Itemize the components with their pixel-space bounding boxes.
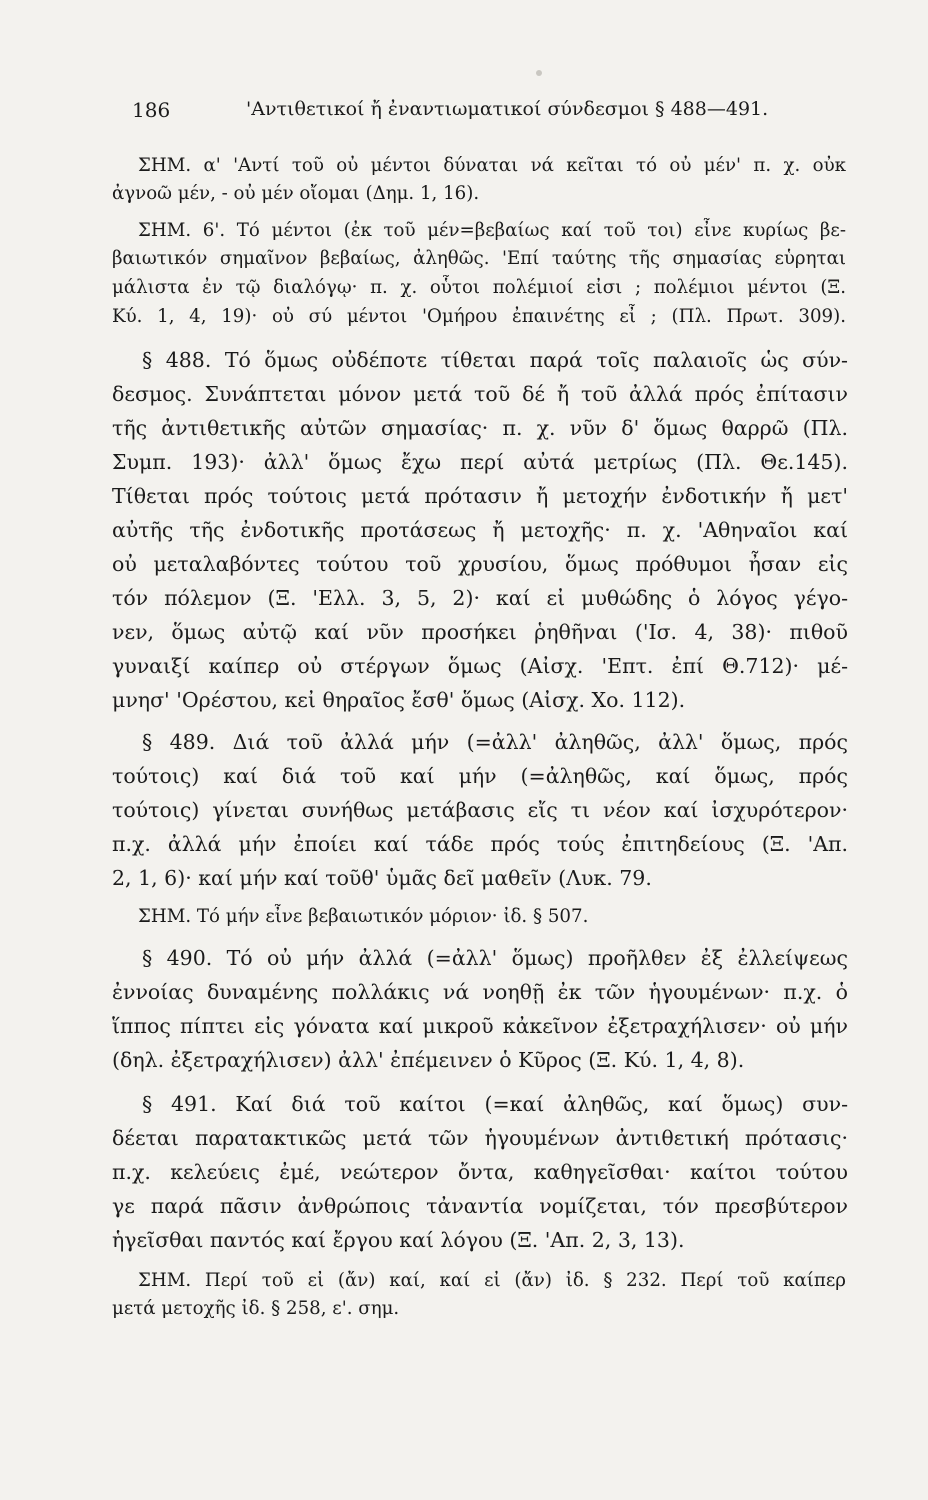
text-line: μετά μετοχῆς ἰδ. § 258, ε'. σημ. bbox=[112, 1298, 400, 1319]
text-line: γυναιξί καίπερ οὐ στέργων ὅμως (Αἰσχ. 'Επτ. ἐπί Θ.712)· μέ- bbox=[112, 654, 848, 678]
running-header bbox=[132, 98, 852, 132]
text-line: § 490. Τό οὐ μήν ἀλλά (=ἀλλ' ὅμως) προῆλθεν ἐξ ἐλλείψεως bbox=[142, 946, 848, 970]
text-line: αὐτῆς τῆς ἐνδοτικῆς προτάσεως ἤ μετοχῆς· π. χ. 'Αθηναῖοι καί bbox=[112, 518, 848, 542]
text-line: τούτοις) γίνεται συνήθως μετάβασις εἴς τι νέον καί ἰσχυρότερον· bbox=[112, 798, 848, 822]
text-line: τῆς ἀντιθετικῆς αὐτῶν σημασίας· π. χ. νῦν δ' ὅμως θαρρῶ (Πλ. bbox=[112, 416, 848, 440]
text-line: 2, 1, 6)· καί μήν καί τοῦθ' ὑμᾶς δεῖ μαθεῖν (Λυκ. 79. bbox=[112, 866, 652, 890]
text-line: ΣΗΜ. Περί τοῦ εἰ (ἄν) καί, καί εἰ (ἄν) ἰδ. § 232. Περί τοῦ καίπερ bbox=[138, 1270, 846, 1291]
text-line: Συμπ. 193)· ἀλλ' ὅμως ἔχω περί αὐτά μετρίως (Πλ. Θε.145). bbox=[112, 450, 848, 474]
print-speck bbox=[536, 70, 542, 76]
text-line: Τίθεται πρός τούτοις μετά πρότασιν ἤ μετοχήν ἐνδοτικήν ἤ μετ' bbox=[112, 484, 848, 508]
text-line: τούτοις) καί διά τοῦ καί μήν (=ἀληθῶς, καί ὅμως, πρός bbox=[112, 764, 848, 788]
text-line: βαιωτικόν σημαῖνον βεβαίως, ἀληθῶς. 'Επί ταύτης τῆς σημασίας εὑρηται bbox=[112, 248, 846, 269]
text-line: ΣΗΜ. Τό μήν εἶνε βεβαιωτικόν μόριον· ἰδ. § 507. bbox=[138, 906, 589, 927]
page-number: 186 bbox=[132, 98, 171, 122]
text-line: § 491. Καί διά τοῦ καίτοι (=καί ἀληθῶς, καί ὅμως) συν- bbox=[142, 1092, 848, 1116]
text-line: ἀγνοῶ μέν, - οὐ μέν οἴομαι (Δημ. 1, 16). bbox=[112, 183, 480, 204]
text-line: μάλιστα ἐν τῷ διαλόγῳ· π. χ. οὗτοι πολέμιοί εἰσι ; πολέμιοι μέντοι (Ξ. bbox=[112, 277, 846, 298]
text-line: § 489. Διά τοῦ ἀλλά μήν (=ἀλλ' ἀληθῶς, ἀλλ' ὅμως, πρός bbox=[142, 730, 848, 754]
text-line: ΣΗΜ. α' 'Αντί τοῦ οὐ μέντοι δύναται νά κεῖται τό οὐ μέν' π. χ. οὐκ bbox=[138, 155, 846, 176]
text-line: ἐννοίας δυναμένης πολλάκις νά νοηθῇ ἐκ τῶν ἡγουμένων· π.χ. ὁ bbox=[112, 980, 848, 1004]
text-line: τόν πόλεμον (Ξ. 'Ελλ. 3, 5, 2)· καί εἰ μυθώδης ὁ λόγος γέγο- bbox=[112, 586, 848, 610]
text-line: οὐ μεταλαβόντες τούτου τοῦ χρυσίου, ὅμως πρόθυμοι ἦσαν εἰς bbox=[112, 552, 848, 576]
text-line: γε παρά πᾶσιν ἀνθρώποις τἀναντία νομίζεται, τόν πρεσβύτερον bbox=[112, 1194, 848, 1218]
text-line: (δηλ. ἐξετραχήλισεν) ἀλλ' ἐπέμεινεν ὁ Κῦρος (Ξ. Κύ. 1, 4, 8). bbox=[112, 1048, 745, 1072]
text-line: π.χ. ἀλλά μήν ἐποίει καί τάδε πρός τούς ἐπιτηδείους (Ξ. 'Απ. bbox=[112, 832, 848, 856]
text-line: § 488. Τό ὅμως οὐδέποτε τίθεται παρά τοῖς παλαιοῖς ὡς σύν- bbox=[142, 348, 848, 372]
text-line: Κύ. 1, 4, 19)· οὐ σύ μέντοι 'Ομήρου ἐπαινέτης εἶ ; (Πλ. Πρωτ. 309). bbox=[112, 306, 846, 327]
text-line: νεν, ὅμως αὐτῷ καί νῦν προσήκει ῥηθῆναι ('Ισ. 4, 38)· πιθοῦ bbox=[112, 620, 848, 644]
text-line: μνησ' 'Ορέστου, κεἰ θηραῖος ἔσθ' ὅμως (Αἰσχ. Χο. 112). bbox=[112, 688, 686, 712]
text-line: ἡγεῖσθαι παντός καί ἔργου καί λόγου (Ξ. 'Απ. 2, 3, 13). bbox=[112, 1228, 685, 1252]
text-line: π.χ. κελεύεις ἐμέ, νεώτερον ὄντα, καθηγεῖσθαι· καίτοι τούτου bbox=[112, 1160, 848, 1184]
text-line: ΣΗΜ. 6'. Τό μέντοι (ἐκ τοῦ μέν=βεβαίως καί τοῦ τοι) εἶνε κυρίως βε- bbox=[138, 220, 846, 241]
text-line: δεσμος. Συνάπτεται μόνον μετά τοῦ δέ ἤ τοῦ ἀλλά πρός ἐπίτασιν bbox=[112, 382, 848, 406]
running-title: 'Αντιθετικοί ἤ ἐναντιωματικοί σύνδεσμοι § 488—491. bbox=[246, 98, 769, 120]
text-line: δέεται παρατακτικῶς μετά τῶν ἡγουμένων ἀντιθετική πρότασις· bbox=[112, 1126, 848, 1150]
text-line: ἵππος πίπτει εἰς γόνατα καί μικροῦ κἀκεῖνον ἐξετραχήλισεν· οὐ μήν bbox=[112, 1014, 848, 1038]
